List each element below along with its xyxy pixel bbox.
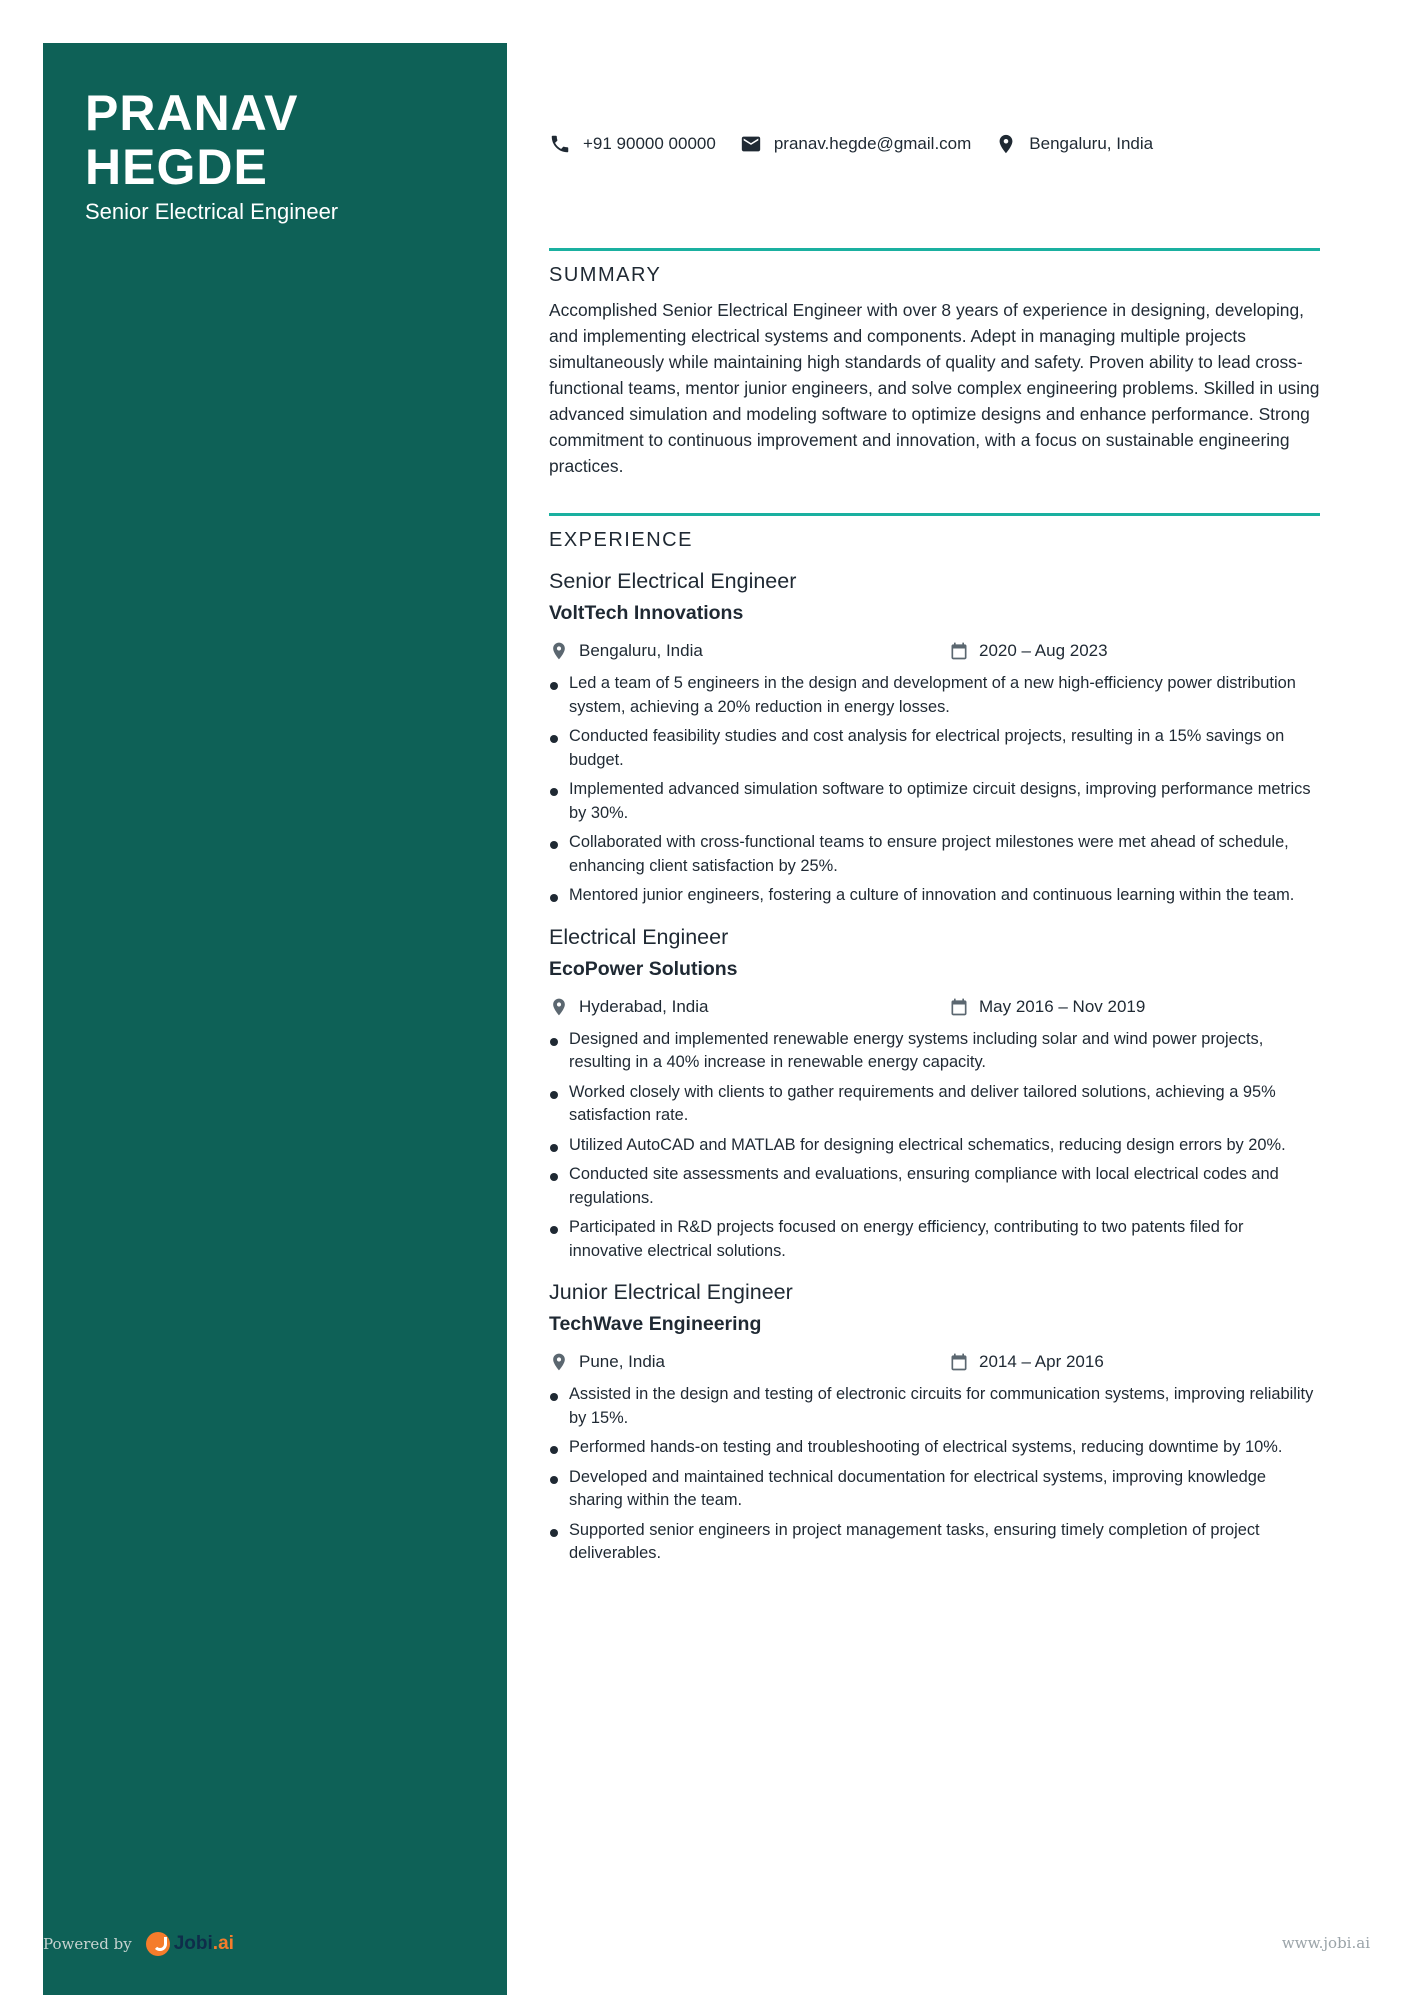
- list-item: Supported senior engineers in project management tasks, ensuring timely completion of project deliverables.: [549, 1519, 1320, 1566]
- location-pin-icon: [995, 133, 1017, 155]
- location-pin-icon: [549, 641, 569, 661]
- mail-icon: [740, 133, 762, 155]
- last-name: HEGDE: [85, 139, 268, 195]
- job-dates-text: 2014 – Apr 2016: [979, 1352, 1104, 1371]
- calendar-icon: [949, 641, 969, 661]
- list-item: Conducted feasibility studies and cost analysis for electrical projects, resulting in a 15% savings on budget.: [549, 725, 1320, 772]
- job-dates-text: 2020 – Aug 2023: [979, 641, 1108, 660]
- list-item: Collaborated with cross-functional teams to ensure project milestones were met ahead of schedule, enhancing client satisfaction by 25%.: [549, 831, 1320, 878]
- list-item: Conducted site assessments and evaluations, ensuring compliance with local electrical codes and regulations.: [549, 1163, 1320, 1210]
- list-item: Utilized AutoCAD and MATLAB for designing electrical schematics, reducing design errors by 20%.: [549, 1134, 1320, 1158]
- first-name: PRANAV: [85, 85, 299, 141]
- company-name: TechWave Engineering: [549, 1313, 762, 1335]
- list-item: Mentored junior engineers, fostering a culture of innovation and continuous learning within the team.: [549, 884, 1320, 908]
- list-item: Assisted in the design and testing of electronic circuits for communication systems, improving reliability by 15%.: [549, 1383, 1320, 1430]
- powered-by: [43, 1932, 234, 1956]
- powered-by-text: Powered by: [43, 1935, 132, 1953]
- job-location-text: Bengaluru, India: [579, 641, 703, 660]
- job-location: [549, 641, 949, 661]
- job-dates: [949, 997, 1145, 1017]
- candidate-name: [85, 86, 445, 194]
- website-link[interactable]: www.jobi.ai: [1281, 1934, 1370, 1952]
- list-item: Worked closely with clients to gather requirements and deliver tailored solutions, achieving a 95% satisfaction rate.: [549, 1081, 1320, 1128]
- job-title: Senior Electrical Engineer: [549, 569, 797, 593]
- job-dates: [949, 1352, 1104, 1372]
- job-meta: [549, 638, 1320, 664]
- job-location: [549, 1352, 949, 1372]
- experience-divider: [549, 513, 1320, 516]
- contact-bar: [549, 131, 1177, 157]
- summary-heading: SUMMARY: [549, 264, 662, 286]
- jobi-logo[interactable]: [146, 1932, 234, 1956]
- company-name: VoltTech Innovations: [549, 602, 744, 624]
- main-content: [549, 248, 1320, 1572]
- job-location-text: Hyderabad, India: [579, 996, 709, 1016]
- location-pin-icon: [549, 1352, 569, 1372]
- experience-heading: EXPERIENCE: [549, 529, 693, 551]
- list-item: Led a team of 5 engineers in the design and development of a new high-efficiency power distribution system, achieving a 20% reduction in energy losses.: [549, 672, 1320, 719]
- job-location-text: Pune, India: [579, 1352, 666, 1371]
- contact-phone[interactable]: [549, 133, 716, 155]
- list-item: Developed and maintained technical documentation for electrical systems, improving knowledge sharing within the team.: [549, 1466, 1320, 1513]
- candidate-title: Senior Electrical Engineer: [85, 199, 339, 224]
- job-bullets: [549, 1383, 1320, 1566]
- job-bullets: [549, 1028, 1320, 1264]
- summary-text: Accomplished Senior Electrical Engineer with over 8 years of experience in designing, developing, and implementing electrical systems and components. Adept in managing multiple projects simultaneously while maintaining high standards of quality and safety. Proven ability to lead cross-functional teams, mentor junior engineers, and solve complex engineering problems. Skilled in using advanced simulation and modeling software to optimize designs and enhance performance. Strong commitment to continuous improvement and innovation, with a focus on sustainable engineering practices.: [549, 300, 1320, 476]
- list-item: Participated in R&D projects focused on energy efficiency, contributing to two patents filed for innovative electrical solutions.: [549, 1216, 1320, 1263]
- company-name: EcoPower Solutions: [549, 957, 738, 980]
- job-bullets: [549, 672, 1320, 908]
- summary-divider: [549, 248, 1320, 251]
- job-dates: [949, 641, 1108, 661]
- phone-text: +91 90000 00000: [583, 134, 716, 153]
- list-item: Designed and implemented renewable energy systems including solar and wind power projects, resulting in a 40% increase in renewable energy capacity.: [549, 1028, 1320, 1075]
- calendar-icon: [949, 1352, 969, 1372]
- job-entry: [549, 922, 1320, 1264]
- contact-email[interactable]: [740, 133, 971, 155]
- logo-ai-text: .ai: [212, 1933, 234, 1954]
- list-item: Performed hands-on testing and troubleshooting of electrical systems, reducing downtime by 10%.: [549, 1436, 1320, 1460]
- job-meta: [549, 1349, 1320, 1375]
- job-title: Junior Electrical Engineer: [549, 1280, 793, 1304]
- job-meta: [549, 994, 1320, 1020]
- phone-icon: [549, 133, 571, 155]
- job-location: [549, 997, 949, 1017]
- jobi-logo-icon: [146, 1932, 170, 1956]
- job-title: Electrical Engineer: [549, 924, 729, 949]
- contact-location: [995, 133, 1153, 155]
- job-entry: [549, 566, 1320, 908]
- email-text: pranav.hegde@gmail.com: [773, 134, 972, 153]
- logo-jobi-text: Jobi: [173, 1933, 213, 1954]
- location-text: Bengaluru, India: [1029, 134, 1154, 153]
- job-dates-text: May 2016 – Nov 2019: [979, 996, 1146, 1016]
- location-pin-icon: [549, 997, 569, 1017]
- list-item: Implemented advanced simulation software to optimize circuit designs, improving performance metrics by 30%.: [549, 778, 1320, 825]
- calendar-icon: [949, 997, 969, 1017]
- job-entry: [549, 1277, 1320, 1566]
- sidebar: [43, 43, 507, 1995]
